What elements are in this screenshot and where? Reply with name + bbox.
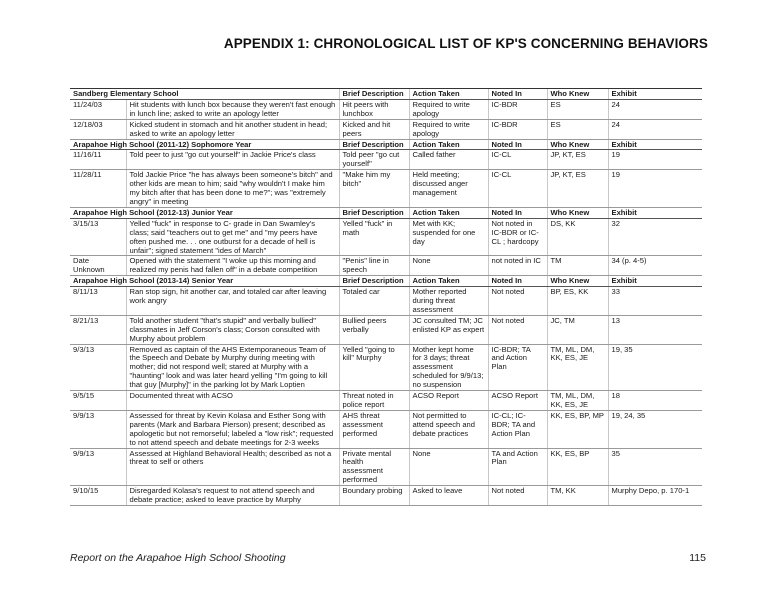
brief-description-cell: Kicked and hit peers [339, 119, 409, 139]
who-knew-cell: JP, KT, ES [547, 170, 608, 208]
action-taken-cell: Asked to leave [409, 486, 488, 506]
table-row [70, 119, 702, 139]
behavior-cell: Ran stop sign, hit another car, and totaled car after leaving work angry [126, 287, 339, 316]
date-cell: 9/3/13 [70, 344, 126, 391]
behavior-cell: Told Jackie Price "he has always been someone's bitch" and other kids are mean to him; said "why wouldn't I make him my bitch after that has been done to me?"; was "extremely angry" in meeting [126, 170, 339, 208]
behavior-cell: Disregarded Kolasa's request to not attend speech and debate practice; asked to leave practice by Murphy [126, 486, 339, 506]
date-cell: 9/5/15 [70, 391, 126, 411]
brief-description-cell: Totaled car [339, 287, 409, 316]
date-cell: 11/16/11 [70, 150, 126, 170]
section-title: Arapahoe High School (2013-14) Senior Year [70, 276, 339, 287]
noted-in-cell: not noted in IC [488, 256, 547, 276]
behavior-cell: Assessed at Highland Behavioral Health; described as not a threat to self or others [126, 448, 339, 486]
exhibit-cell: 34 (p. 4-5) [608, 256, 702, 276]
report-name: Report on the Arapahoe High School Shooting [70, 552, 286, 564]
behavior-cell: Removed as captain of the AHS Extemporaneous Team of the Speech and Debate by Murphy during meeting with mother; did not respond well; stared at Murphy with a "haunting" look and was later heard yelling "I'm going to kill that guy [Murphy]" in the parking lot by Mark Loptien [126, 344, 339, 391]
noted-in-cell: IC-CL [488, 150, 547, 170]
noted-in-cell: IC-BDR; TA and Action Plan [488, 344, 547, 391]
who-knew-cell: TM, KK [547, 486, 608, 506]
action-taken-cell: Mother kept home for 3 days; threat assessment scheduled for 9/9/13; no suspension [409, 344, 488, 391]
column-header: Exhibit [608, 276, 702, 287]
section-title: Sandberg Elementary School [70, 89, 339, 100]
noted-in-cell: TA and Action Plan [488, 448, 547, 486]
action-taken-cell: ACSO Report [409, 391, 488, 411]
table-row [70, 448, 702, 486]
noted-in-cell: Not noted [488, 315, 547, 344]
brief-description-cell: Told peer "go cut yourself" [339, 150, 409, 170]
behavior-cell: Opened with the statement "I woke up this morning and realized my penis had fallen off" in a debate competition [126, 256, 339, 276]
column-header: Who Knew [547, 207, 608, 218]
date-cell: 8/21/13 [70, 315, 126, 344]
who-knew-cell: JP, KT, ES [547, 150, 608, 170]
column-header: Brief Description [339, 139, 409, 150]
exhibit-cell: 32 [608, 218, 702, 256]
page-number: 115 [689, 552, 706, 564]
brief-description-cell: Threat noted in police report [339, 391, 409, 411]
action-taken-cell: None [409, 448, 488, 486]
exhibit-cell: 13 [608, 315, 702, 344]
column-header: Action Taken [409, 276, 488, 287]
brief-description-cell: Yelled "fuck" in math [339, 218, 409, 256]
column-header: Noted In [488, 207, 547, 218]
brief-description-cell: Yelled "going to kill" Murphy [339, 344, 409, 391]
table-row [70, 410, 702, 448]
date-cell: 9/9/13 [70, 410, 126, 448]
action-taken-cell: Required to write apology [409, 119, 488, 139]
exhibit-cell: Murphy Depo, p. 170-1 [608, 486, 702, 506]
table-row [70, 486, 702, 506]
column-header: Action Taken [409, 139, 488, 150]
page-title: APPENDIX 1: CHRONOLOGICAL LIST OF KP'S CONCERNING BEHAVIORS [223, 36, 708, 51]
column-header: Who Knew [547, 89, 608, 100]
brief-description-cell: Hit peers with lunchbox [339, 99, 409, 119]
who-knew-cell: TM [547, 256, 608, 276]
column-header: Brief Description [339, 276, 409, 287]
exhibit-cell: 33 [608, 287, 702, 316]
exhibit-cell: 24 [608, 119, 702, 139]
table-row [70, 287, 702, 316]
action-taken-cell: Met with KK; suspended for one day [409, 218, 488, 256]
section-header [70, 207, 702, 218]
behavior-cell: Told peer to just "go cut yourself" in Jackie Price's class [126, 150, 339, 170]
who-knew-cell: ES [547, 119, 608, 139]
behavior-cell: Hit students with lunch box because they weren't fast enough in lunch line; asked to write an apology letter [126, 99, 339, 119]
section-header [70, 89, 702, 100]
date-cell: 3/15/13 [70, 218, 126, 256]
date-cell: 9/10/15 [70, 486, 126, 506]
exhibit-cell: 35 [608, 448, 702, 486]
section-title: Arapahoe High School (2011-12) Sophomore Year [70, 139, 339, 150]
who-knew-cell: BP, ES, KK [547, 287, 608, 316]
section-header [70, 139, 702, 150]
table-row [70, 391, 702, 411]
action-taken-cell: Held meeting; discussed anger management [409, 170, 488, 208]
column-header: Action Taken [409, 89, 488, 100]
action-taken-cell: Not permitted to attend speech and debate practices [409, 410, 488, 448]
noted-in-cell: Not noted in IC-BDR or IC-CL ; hardcopy [488, 218, 547, 256]
table-row [70, 99, 702, 119]
who-knew-cell: ES [547, 99, 608, 119]
exhibit-cell: 19, 24, 35 [608, 410, 702, 448]
date-cell: 11/28/11 [70, 170, 126, 208]
section-header [70, 276, 702, 287]
brief-description-cell: AHS threat assessment performed [339, 410, 409, 448]
who-knew-cell: DS, KK [547, 218, 608, 256]
brief-description-cell: Private mental health assessment performed [339, 448, 409, 486]
action-taken-cell: Required to write apology [409, 99, 488, 119]
column-header: Noted In [488, 139, 547, 150]
table-row [70, 218, 702, 256]
column-header: Exhibit [608, 207, 702, 218]
action-taken-cell: Mother reported during threat assessment [409, 287, 488, 316]
brief-description-cell: "Penis" line in speech [339, 256, 409, 276]
table-row [70, 150, 702, 170]
who-knew-cell: KK, ES, BP [547, 448, 608, 486]
brief-description-cell: Bullied peers verbally [339, 315, 409, 344]
date-cell: Date Unknown [70, 256, 126, 276]
who-knew-cell: JC, TM [547, 315, 608, 344]
behavior-cell: Kicked student in stomach and hit another student in head; asked to write an apology letter [126, 119, 339, 139]
behavior-cell: Documented threat with ACSO [126, 391, 339, 411]
column-header: Brief Description [339, 207, 409, 218]
table-row [70, 315, 702, 344]
noted-in-cell: ACSO Report [488, 391, 547, 411]
column-header: Exhibit [608, 89, 702, 100]
section-title: Arapahoe High School (2012-13) Junior Year [70, 207, 339, 218]
exhibit-cell: 24 [608, 99, 702, 119]
column-header: Exhibit [608, 139, 702, 150]
noted-in-cell: IC-CL [488, 170, 547, 208]
date-cell: 8/11/13 [70, 287, 126, 316]
action-taken-cell: Called father [409, 150, 488, 170]
date-cell: 12/18/03 [70, 119, 126, 139]
noted-in-cell: Not noted [488, 486, 547, 506]
table-row [70, 256, 702, 276]
noted-in-cell: IC-BDR [488, 99, 547, 119]
behavior-cell: Told another student "that's stupid" and verbally bullied" classmates in Jeff Corson's class; Corson consulted with Murphy about problem [126, 315, 339, 344]
brief-description-cell: "Make him my bitch" [339, 170, 409, 208]
column-header: Noted In [488, 276, 547, 287]
brief-description-cell: Boundary probing [339, 486, 409, 506]
noted-in-cell: IC-BDR [488, 119, 547, 139]
column-header: Noted In [488, 89, 547, 100]
column-header: Who Knew [547, 139, 608, 150]
noted-in-cell: Not noted [488, 287, 547, 316]
behavior-cell: Assessed for threat by Kevin Kolasa and Esther Song with parents (Mark and Barbara Pierson) present; described as apologetic but not remorseful; labeled a "low risk"; requested to not attend speech and debate meetings for 2-3 weeks [126, 410, 339, 448]
action-taken-cell: JC consulted TM; JC enlisted KP as expert [409, 315, 488, 344]
who-knew-cell: TM, ML, DM, KK, ES, JE [547, 391, 608, 411]
exhibit-cell: 19, 35 [608, 344, 702, 391]
action-taken-cell: None [409, 256, 488, 276]
behavior-cell: Yelled "fuck" in response to C- grade in Dan Swamley's class; said "teachers out to get me" and "my peers have often pushed me. . . one outburst for a decade of hell is unfair"; signed statement "ides of March" [126, 218, 339, 256]
who-knew-cell: TM, ML, DM, KK, ES, JE [547, 344, 608, 391]
column-header: Brief Description [339, 89, 409, 100]
date-cell: 11/24/03 [70, 99, 126, 119]
who-knew-cell: KK, ES, BP, MP [547, 410, 608, 448]
column-header: Action Taken [409, 207, 488, 218]
column-header: Who Knew [547, 276, 608, 287]
table-row [70, 344, 702, 391]
behavior-table [70, 88, 702, 506]
exhibit-cell: 18 [608, 391, 702, 411]
exhibit-cell: 19 [608, 170, 702, 208]
date-cell: 9/9/13 [70, 448, 126, 486]
noted-in-cell: IC-CL; IC-BDR; TA and Action Plan [488, 410, 547, 448]
exhibit-cell: 19 [608, 150, 702, 170]
table-row [70, 170, 702, 208]
